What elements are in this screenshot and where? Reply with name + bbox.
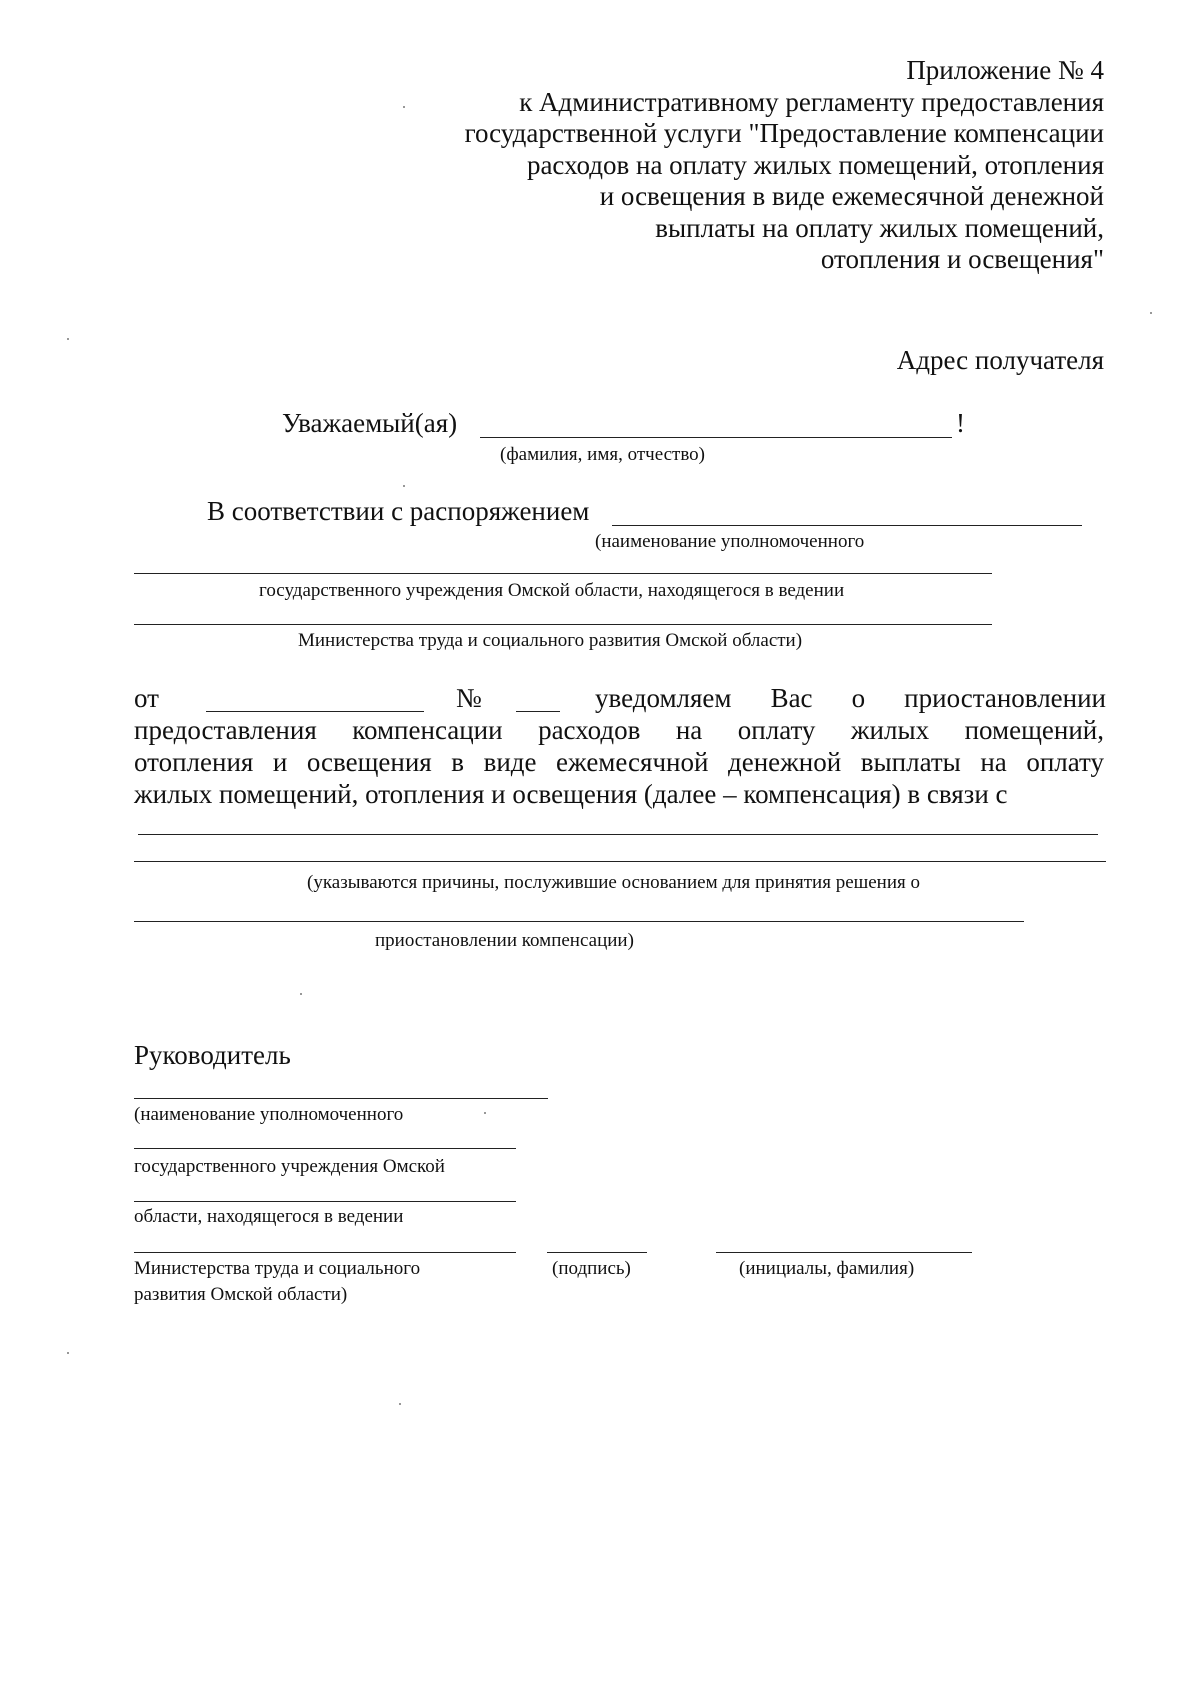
number-field[interactable] [516,711,560,712]
org-caption-5: развития Омской области) [134,1284,348,1305]
header-line-1: к Административному регламенту предоставления [519,86,1104,117]
org-field-2[interactable] [134,1148,516,1149]
header-line-2: государственной услуги "Предоставление компенсации [464,118,1104,148]
appendix-number: Приложение № 4 [906,55,1104,85]
reason-field-3[interactable] [134,921,1024,922]
scan-speck [484,1112,486,1114]
greeting-end-mark: ! [956,408,965,438]
order-field-2[interactable] [134,573,992,574]
org-caption-1: (наименование уполномоченного [134,1104,404,1125]
scan-speck [399,1403,401,1405]
org-field-1[interactable] [134,1098,548,1099]
header-line-4: и освещения в виде ежемесячной денежной [599,181,1104,211]
date-field[interactable] [206,711,424,712]
head-title: Руководитель [134,1040,291,1070]
reason-field-1[interactable] [138,834,1098,835]
org-caption-4: Министерства труда и социального [134,1258,421,1279]
order-field-3[interactable] [134,624,992,625]
org-caption-3: области, находящегося в ведении [134,1206,404,1227]
name-field[interactable] [716,1252,972,1253]
name-caption: (инициалы, фамилия) [739,1258,915,1279]
scan-speck [67,338,69,340]
notice-line-2: предоставления компенсации расходов на оплату жилых помещений, [134,715,1104,745]
notice-line-1: уведомляем Вас о приостановлении [595,683,1106,713]
reason-caption-1: (указываются причины, послужившие основанием для принятия решения о [307,872,921,893]
greeting-caption: (фамилия, имя, отчество) [500,444,706,465]
scan-speck [300,993,302,995]
scan-speck [67,1352,69,1354]
order-caption-3: Министерства труда и социального развития Омской области) [298,630,803,651]
scan-speck [403,106,405,108]
appendix-header [465,55,1104,276]
order-caption-1: (наименование уполномоченного [595,531,865,552]
signature-field[interactable] [547,1252,647,1253]
org-field-4[interactable] [134,1252,516,1253]
org-caption-2: государственного учреждения Омской [134,1156,445,1177]
header-line-5: выплаты на оплату жилых помещений, [655,212,1104,243]
notice-line-4: жилых помещений, отопления и освещения (далее – компенсация) в связи с [134,779,1008,809]
reason-field-2[interactable] [134,861,1106,862]
org-field-3[interactable] [134,1201,516,1202]
signature-caption: (подпись) [552,1258,631,1279]
scan-speck [403,485,405,487]
greeting-label: Уважаемый(ая) [282,408,458,438]
reason-caption-2: приостановлении компенсации) [375,930,634,951]
greeting-name-field[interactable] [480,437,952,438]
header-line-3: расходов на оплату жилых помещений, отопления [526,149,1104,180]
order-field-1[interactable] [612,525,1082,526]
number-label: № [456,683,482,713]
notice-line-3: отопления и освещения в виде ежемесячной денежной выплаты на оплату [134,747,1104,777]
order-label: В соответствии с распоряжением [207,496,590,526]
from-label: от [134,683,159,713]
order-caption-2: государственного учреждения Омской области, находящегося в ведении [259,580,845,601]
scan-speck [1150,312,1152,314]
recipient-address: Адрес получателя [896,345,1104,375]
header-line-6: отопления и освещения" [820,244,1104,274]
